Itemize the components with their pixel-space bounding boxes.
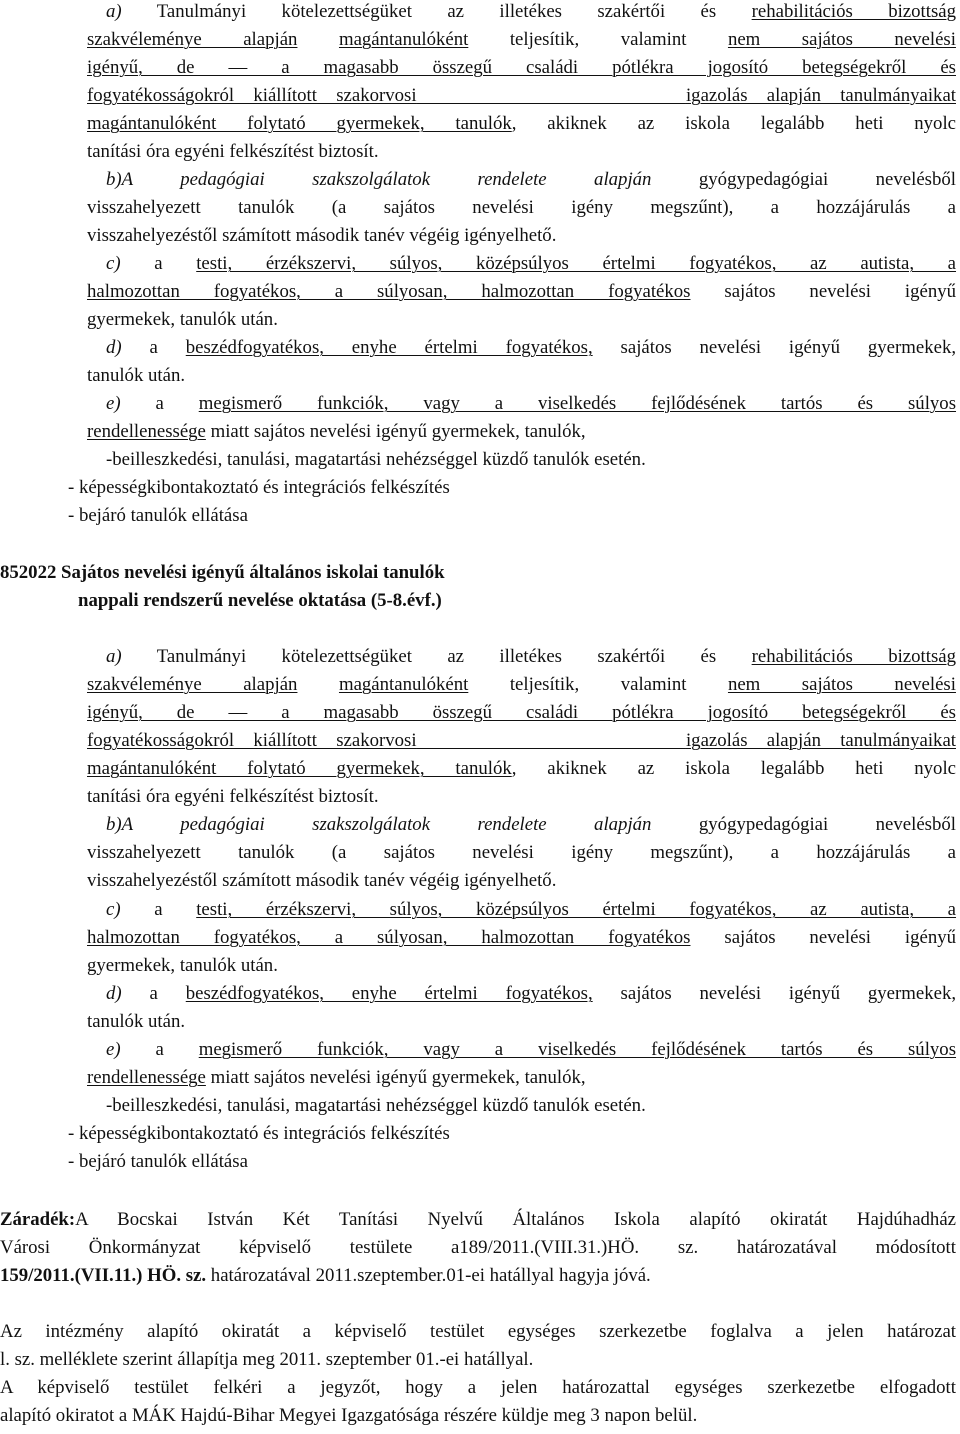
list-item-bejaro: - bejáró tanulók ellátása bbox=[68, 1151, 248, 1172]
item-label-c: c) bbox=[106, 253, 121, 274]
para-a-line-6: tanítási óra egyéni felkészítést biztosít. bbox=[87, 786, 379, 807]
zaradek-line-2: Városi Önkormányzat képviselő testülete a189/2011.(VIII.31.)HÖ. sz. határozatával módosított bbox=[0, 1237, 956, 1258]
item-label-c: c) bbox=[106, 899, 121, 920]
para-d-line-2: tanulók után. bbox=[87, 365, 186, 386]
zaradek-label: Záradék: bbox=[0, 1209, 76, 1230]
item-label-e: e) bbox=[106, 1039, 121, 1060]
para-a-line-3: igényű, de — a magasabb összegű családi pótlékra jogosító betegségekről és bbox=[87, 57, 956, 78]
para-e-line-1: e) a megismerő funkciók, vagy a viselkedés fejlődésének tartós és súlyos bbox=[106, 393, 957, 414]
para-a-line-1: a) Tanulmányi kötelezettségüket az illetékes szakértői és rehabilitációs bizottság bbox=[106, 646, 956, 667]
list-item-kepessegkibontakoztato: - képességkibontakoztató és integrációs felkészítés bbox=[68, 1123, 450, 1144]
item-label-e: e) bbox=[106, 393, 121, 414]
para-a-line-3: igényű, de — a magasabb összegű családi pótlékra jogosító betegségekről és bbox=[87, 702, 956, 723]
section-heading-line-1: 852022 Sajátos nevelési igényű általános iskolai tanulók bbox=[0, 562, 445, 583]
para-d-line-2: tanulók után. bbox=[87, 1011, 186, 1032]
closing-para-2-line-1: A képviselő testület felkéri a jegyzőt, hogy a jelen határozattal egységes szerkezetbe elfogadott bbox=[0, 1377, 956, 1398]
para-d-line-1: d) a beszédfogyatékos, enyhe értelmi fogyatékos, sajátos nevelési igényű gyermekek, bbox=[106, 337, 957, 358]
list-item-kepessegkibontakoztato: - képességkibontakoztató és integrációs felkészítés bbox=[68, 477, 450, 498]
item-label-d: d) bbox=[106, 983, 122, 1004]
para-c-line-3: gyermekek, tanulók után. bbox=[87, 309, 278, 330]
para-a-line-2: szakvéleménye alapján magántanulóként teljesítik, valamint nem sajátos nevelési bbox=[87, 29, 956, 50]
item-label-a: a) bbox=[106, 646, 122, 667]
list-item-beilleszkedesi: -beilleszkedési, tanulási, magatartási nehézséggel küzdő tanulók esetén. bbox=[106, 449, 646, 470]
item-label-d: d) bbox=[106, 337, 122, 358]
para-a-line-4: fogyatékosságokról kiállított szakorvosi igazolás alapján tanulmányaikat bbox=[87, 730, 956, 751]
para-b-line-1: b)A pedagógiai szakszolgálatok rendelete alapján gyógypedagógiai nevelésből bbox=[106, 814, 956, 835]
para-b-line-3: visszahelyezéstől számított második tanév végéig igényelhető. bbox=[87, 870, 557, 891]
para-d-line-1: d) a beszédfogyatékos, enyhe értelmi fogyatékos, sajátos nevelési igényű gyermekek, bbox=[106, 983, 957, 1004]
para-e-line-2: rendellenessége miatt sajátos nevelési igényű gyermekek, tanulók, bbox=[87, 1067, 586, 1088]
item-label-a: a) bbox=[106, 1, 122, 22]
list-item-beilleszkedesi: -beilleszkedési, tanulási, magatartási nehézséggel küzdő tanulók esetén. bbox=[106, 1095, 646, 1116]
para-a-line-4: fogyatékosságokról kiállított szakorvosi igazolás alapján tanulmányaikat bbox=[87, 85, 956, 106]
para-c-line-2: halmozottan fogyatékos, a súlyosan, halmozottan fogyatékos sajátos nevelési igényű bbox=[87, 281, 956, 302]
para-c-line-2: halmozottan fogyatékos, a súlyosan, halmozottan fogyatékos sajátos nevelési igényű bbox=[87, 927, 956, 948]
list-item-bejaro: - bejáró tanulók ellátása bbox=[68, 505, 248, 526]
para-c-line-1: c) a testi, érzékszervi, súlyos, középsúlyos értelmi fogyatékos, az autista, a bbox=[106, 253, 957, 274]
para-a-line-1: a) Tanulmányi kötelezettségüket az illetékes szakértői és rehabilitációs bizottság bbox=[106, 1, 956, 22]
para-e-line-1: e) a megismerő funkciók, vagy a viselkedés fejlődésének tartós és súlyos bbox=[106, 1039, 957, 1060]
closing-para-1-line-2: l. sz. melléklete szerint állapítja meg 2011. szeptember 01.-ei hatállyal. bbox=[0, 1349, 534, 1370]
para-a-line-6: tanítási óra egyéni felkészítést biztosít. bbox=[87, 141, 379, 162]
para-b-line-3: visszahelyezéstől számított második tanév végéig igényelhető. bbox=[87, 225, 557, 246]
para-a-line-5: magántanulóként folytató gyermekek, tanulók, akiknek az iskola legalább heti nyolc bbox=[87, 758, 956, 779]
closing-para-2-line-2: alapító okiratot a MÁK Hajdú-Bihar Megyei Igazgatósága részére küldje meg 3 napon belül. bbox=[0, 1405, 698, 1426]
para-a-line-5: magántanulóként folytató gyermekek, tanulók, akiknek az iskola legalább heti nyolc bbox=[87, 113, 956, 134]
para-b-line-2: visszahelyezett tanulók (a sajátos nevelési igény megszűnt), a hozzájárulás a bbox=[87, 842, 956, 863]
section-heading-line-2: nappali rendszerű nevelése oktatása (5-8.évf.) bbox=[78, 590, 442, 611]
para-e-line-2: rendellenessége miatt sajátos nevelési igényű gyermekek, tanulók, bbox=[87, 421, 586, 442]
zaradek-line-3: 159/2011.(VII.11.) HÖ. sz. határozatával 2011.szeptember.01-ei hatállyal hagyja jóvá. bbox=[0, 1265, 651, 1286]
closing-para-1-line-1: Az intézmény alapító okiratát a képviselő testület egységes szerkezetbe foglalva a jelen határozat bbox=[0, 1321, 956, 1342]
para-b-line-2: visszahelyezett tanulók (a sajátos nevelési igény megszűnt), a hozzájárulás a bbox=[87, 197, 956, 218]
para-a-line-2: szakvéleménye alapján magántanulóként teljesítik, valamint nem sajátos nevelési bbox=[87, 674, 956, 695]
para-c-line-1: c) a testi, érzékszervi, súlyos, középsúlyos értelmi fogyatékos, az autista, a bbox=[106, 899, 957, 920]
para-b-line-1: b)A pedagógiai szakszolgálatok rendelete alapján gyógypedagógiai nevelésből bbox=[106, 169, 956, 190]
zaradek-line-1: Záradék:A Bocskai István Két Tanítási Nyelvű Általános Iskola alapító okiratát Hajdúhadház bbox=[0, 1209, 956, 1230]
para-c-line-3: gyermekek, tanulók után. bbox=[87, 955, 278, 976]
